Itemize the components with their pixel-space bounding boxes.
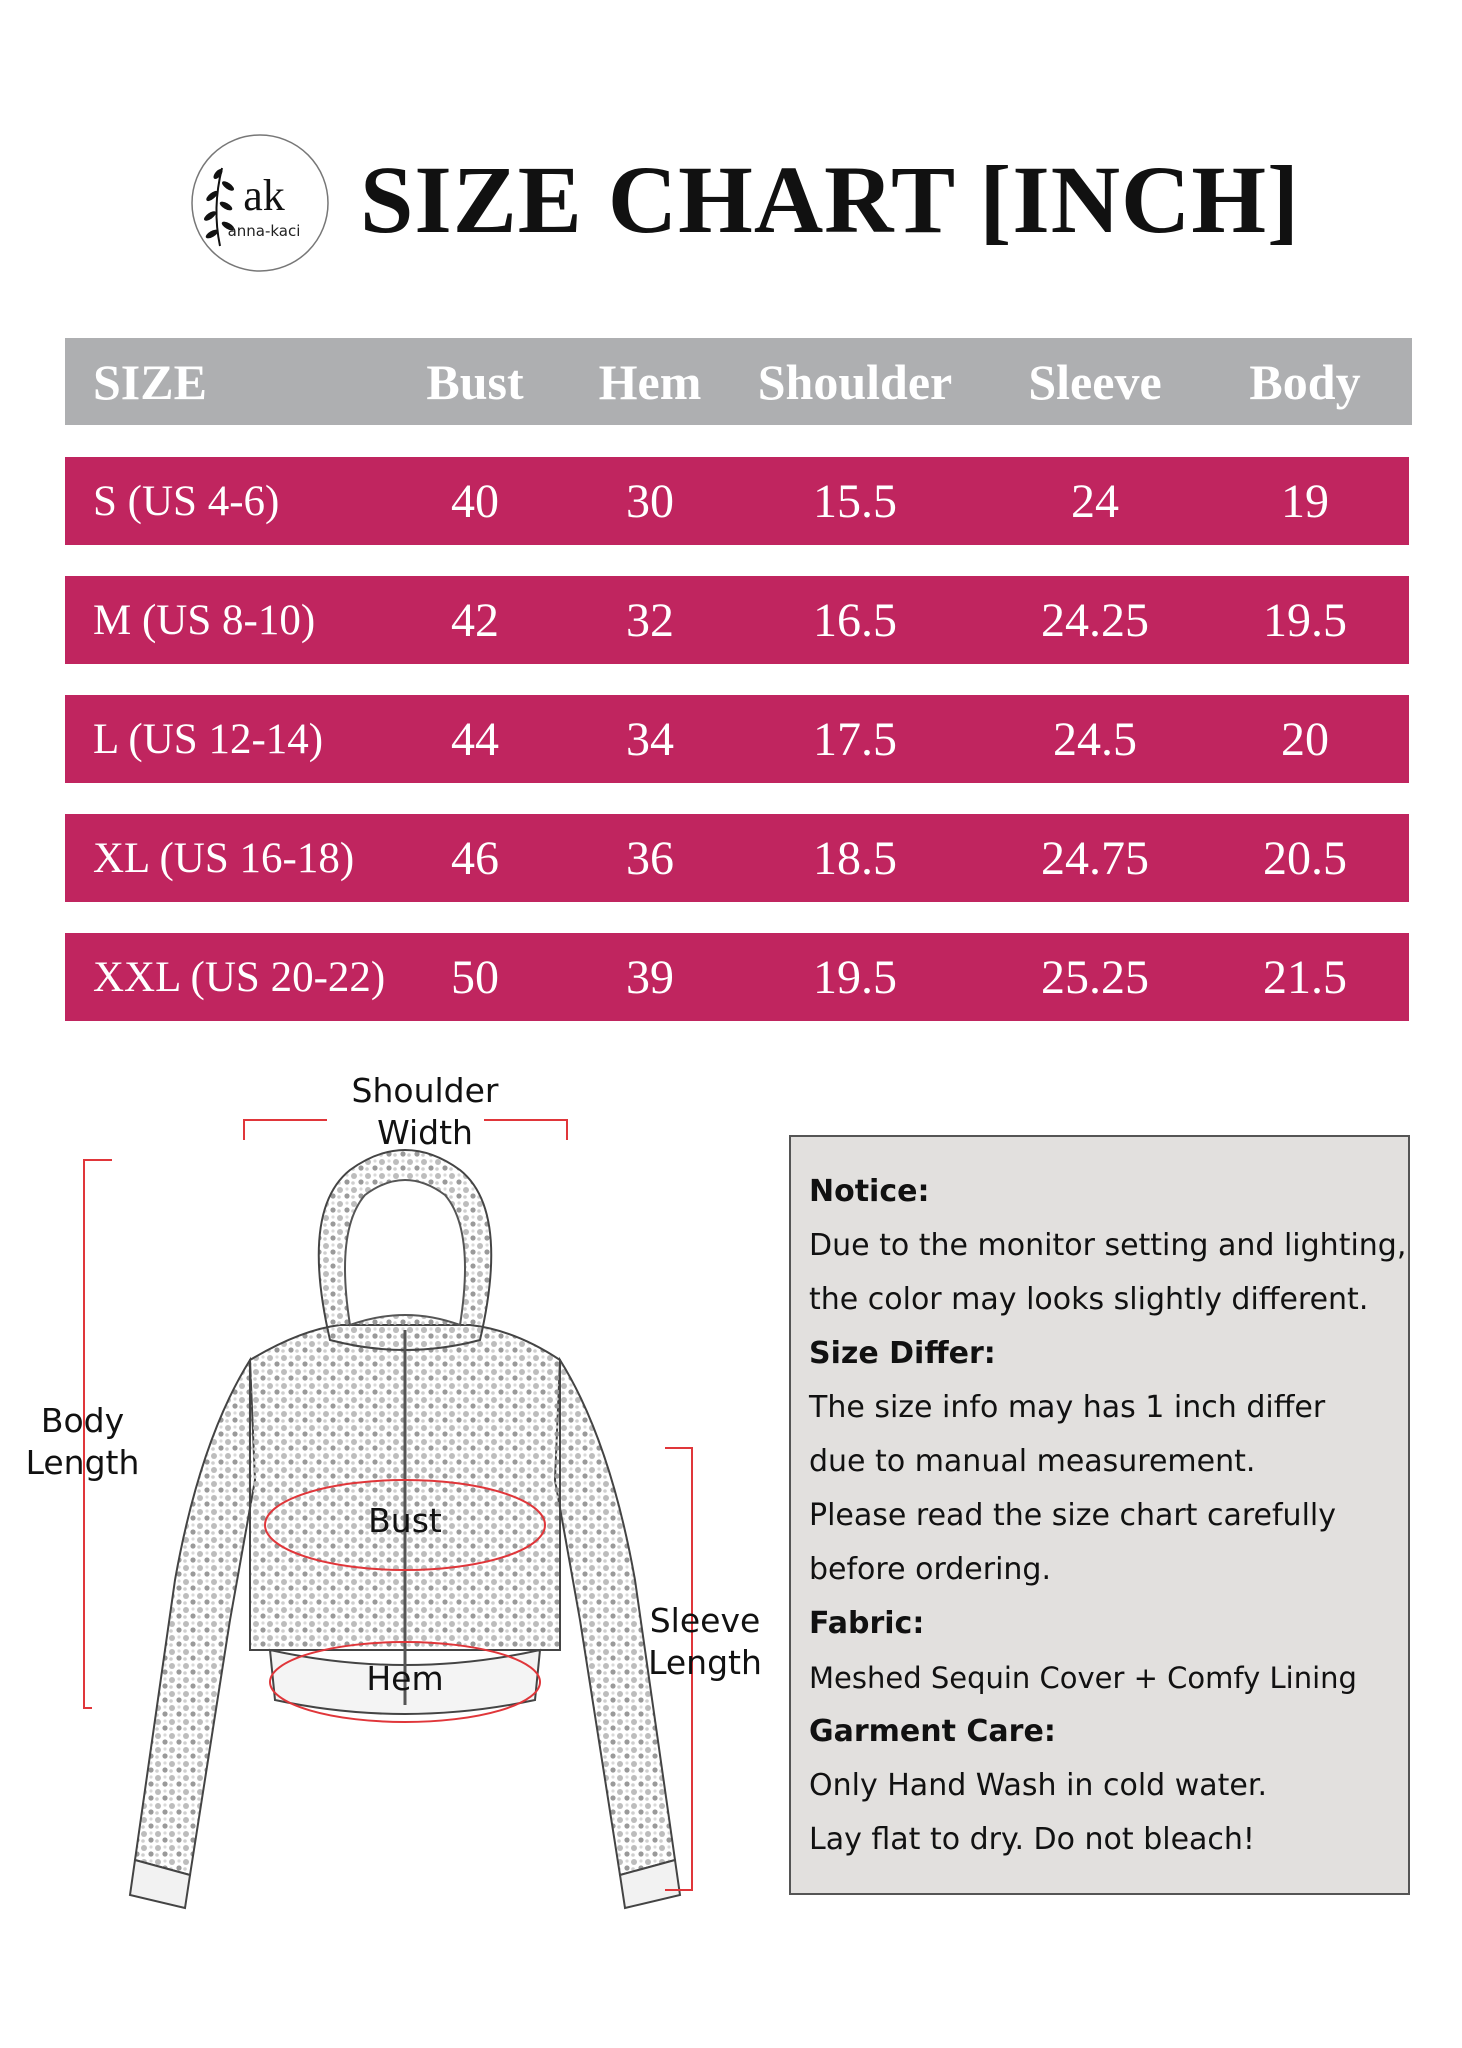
garment-care-text: Only Hand Wash in cold water. xyxy=(809,1768,1267,1803)
bust-cell: 40 xyxy=(451,474,499,528)
bust-cell: 42 xyxy=(451,593,499,647)
size-cell: M (US 8-10) xyxy=(93,596,316,644)
column-header-body: Body xyxy=(1249,353,1361,410)
hem-cell: 32 xyxy=(626,593,674,647)
hem-cell: 36 xyxy=(626,831,674,885)
table-row xyxy=(65,695,1409,783)
body-cell: 20 xyxy=(1281,712,1329,766)
size-differ-text: The size info may has 1 inch differ xyxy=(809,1390,1326,1425)
shoulder-measure-left xyxy=(244,1120,327,1140)
body-cell: 21.5 xyxy=(1263,950,1347,1004)
column-header-bust: Bust xyxy=(426,353,524,410)
size-cell: XXL (US 20-22) xyxy=(93,953,386,1001)
notice-heading: Notice: xyxy=(809,1174,930,1209)
size-cell: XL (US 16-18) xyxy=(93,834,355,882)
size-cell: S (US 4-6) xyxy=(93,477,280,525)
body-length-label xyxy=(10,1400,155,1484)
table-header xyxy=(65,338,1412,425)
shoulder-cell: 15.5 xyxy=(813,474,897,528)
hem-cell: 39 xyxy=(626,950,674,1004)
column-header-hem: Hem xyxy=(598,353,702,410)
notice-box xyxy=(789,1135,1410,1895)
measurement-diagram xyxy=(0,1060,800,1960)
sleeve-label-line1: Sleeve xyxy=(649,1601,761,1640)
fabric-text: Meshed Sequin Cover + Comfy Lining xyxy=(809,1661,1357,1695)
size-differ-text: due to manual measurement. xyxy=(809,1444,1256,1479)
shoulder-label-line1: Shoulder xyxy=(351,1071,499,1110)
bust-label: Bust xyxy=(368,1501,442,1540)
body-cell: 19.5 xyxy=(1263,593,1347,647)
table-row xyxy=(65,576,1409,664)
shoulder-cell: 17.5 xyxy=(813,712,897,766)
hem-cell: 34 xyxy=(626,712,674,766)
brand-logo xyxy=(182,128,332,278)
size-differ-heading: Size Differ: xyxy=(809,1336,996,1371)
shoulder-width-label xyxy=(340,1070,510,1154)
hood-opening xyxy=(345,1180,465,1325)
column-header-size: SIZE xyxy=(93,353,207,410)
column-header-shoulder: Shoulder xyxy=(757,353,953,410)
sleeve-cell: 24.5 xyxy=(1053,712,1137,766)
shoulder-cell: 19.5 xyxy=(813,950,897,1004)
page-header xyxy=(0,120,1462,270)
notice-text: the color may looks slightly different. xyxy=(809,1282,1369,1317)
logo-mark: ak xyxy=(243,171,285,220)
body-label-line1: Body xyxy=(40,1401,125,1440)
sleeve-cell: 24.75 xyxy=(1041,831,1149,885)
hem-cell: 30 xyxy=(626,474,674,528)
table-row xyxy=(65,457,1409,545)
body-cell: 19 xyxy=(1281,474,1329,528)
size-differ-text: before ordering. xyxy=(809,1552,1052,1587)
logo-text: anna-kaci xyxy=(227,222,301,240)
size-cell: L (US 12-14) xyxy=(93,715,324,763)
bust-cell: 46 xyxy=(451,831,499,885)
sleeve-label-line2: Length xyxy=(648,1643,762,1682)
table-row xyxy=(65,933,1409,1021)
sleeve-length-label xyxy=(630,1600,780,1684)
shoulder-cell: 18.5 xyxy=(813,831,897,885)
bust-cell: 44 xyxy=(451,712,499,766)
size-differ-text: Please read the size chart carefully xyxy=(809,1498,1336,1533)
sleeve-cell: 25.25 xyxy=(1041,950,1149,1004)
page-title: SIZE CHART [INCH] xyxy=(360,146,1301,253)
shoulder-label-line2: Width xyxy=(377,1113,473,1152)
column-header-sleeve: Sleeve xyxy=(1028,353,1162,410)
body-label-line2: Length xyxy=(25,1443,140,1482)
body-cell: 20.5 xyxy=(1263,831,1347,885)
table-row xyxy=(65,814,1409,902)
bust-cell: 50 xyxy=(451,950,499,1004)
sleeve-cell: 24.25 xyxy=(1041,593,1149,647)
garment-care-text: Lay flat to dry. Do not bleach! xyxy=(809,1822,1255,1857)
notice-text: Due to the monitor setting and lighting, xyxy=(809,1228,1407,1263)
garment-care-heading: Garment Care: xyxy=(809,1714,1056,1749)
fabric-heading: Fabric: xyxy=(809,1606,925,1641)
sleeve-cell: 24 xyxy=(1071,474,1119,528)
shoulder-cell: 16.5 xyxy=(813,593,897,647)
hem-label: Hem xyxy=(366,1659,444,1698)
